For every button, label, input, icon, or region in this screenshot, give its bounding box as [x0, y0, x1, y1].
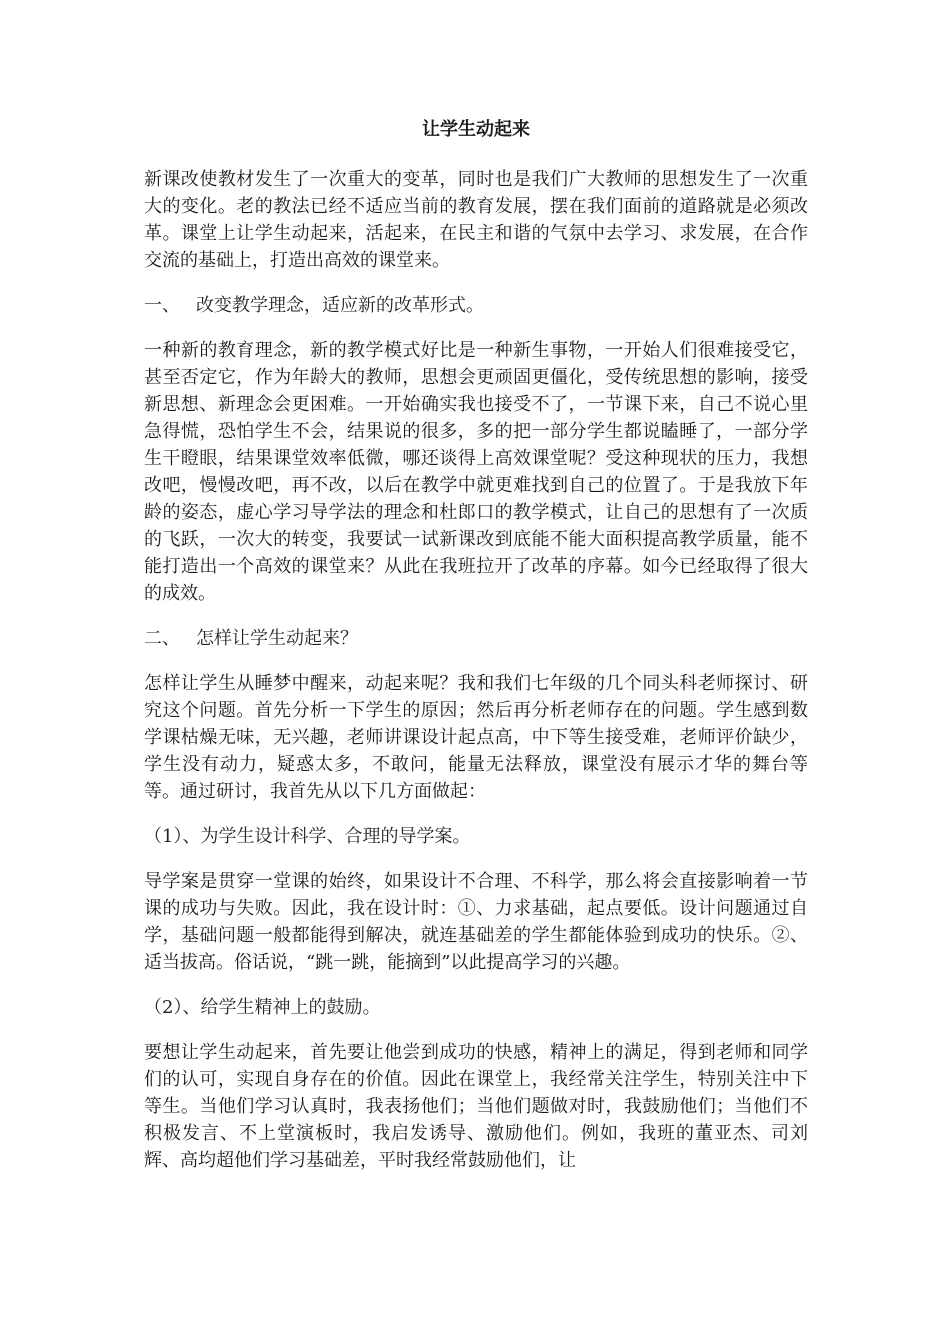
subsection-2-heading: （2）、给学生精神上的鼓励。	[144, 997, 381, 1018]
document-page	[144, 118, 808, 1192]
subsection-2-paragraph: 要想让学生动起来，首先要让他尝到成功的快感，精神上的满足，得到老师和同学们的认可，实现自身存在的价值。因此在课堂上，我经常关注学生，特别关注中下等生。当他们学习认真时，我表扬他们；当他们题做对时，我鼓励他们；当他们不积极发言、不上堂演板时，我启发诱导、激励他们。例如，我班的董亚杰、司刘辉、高均超他们学习基础差，平时我经常鼓励他们，让	[144, 1042, 808, 1171]
section-1-title: 改变教学理念，适应新的改革形式。	[196, 295, 484, 316]
section-1-number: 一、	[144, 295, 180, 316]
section-2-number: 二、	[144, 628, 180, 649]
subsection-1-paragraph: 导学案是贯穿一堂课的始终，如果设计不合理、不科学，那么将会直接影响着一节课的成功与失败。因此，我在设计时：①、力求基础，起点要低。设计问题通过自学，基础问题一般都能得到解决，就连基础差的学生都能体验到成功的快乐。②、适当拔高。俗话说，“跳一跳，能摘到”以此提高学习的兴趣。	[144, 871, 808, 973]
section-1-heading	[144, 292, 808, 319]
section-2-title: 怎样让学生动起来？	[196, 628, 358, 649]
section-1-paragraph: 一种新的教育理念，新的教学模式好比是一种新生事物，一开始人们很难接受它，甚至否定它，作为年龄大的教师，思想会更顽固更僵化，受传统思想的影响，接受新思想、新理念会更困难。一开始确实我也接受不了，一节课下来，自己不说心里急得慌，恐怕学生不会，结果说的很多，多的把一部分学生都说瞌睡了，一部分学生干瞪眼，结果课堂效率低微，哪还谈得上高效课堂呢？受这种现状的压力，我想改吧，慢慢改吧，再不改，以后在教学中就更难找到自己的位置了。于是我放下年龄的姿态，虚心学习导学法的理念和杜郎口的教学模式，让自己的思想有了一次质的飞跃，一次大的转变，我要试一试新课改到底能不能大面积提高教学质量，能不能打造出一个高效的课堂来？从此在我班拉开了改革的序幕。如今已经取得了很大的成效。	[144, 340, 808, 604]
intro-paragraph: 新课改使教材发生了一次重大的变革，同时也是我们广大教师的思想发生了一次重大的变化。老的教法已经不适应当前的教育发展，摆在我们面前的道路就是必须改革。课堂上让学生动起来，活起来，在民主和谐的气氛中去学习、求发展，在合作交流的基础上，打造出高效的课堂来。	[144, 169, 808, 271]
subsection-1-heading: （1）、为学生设计科学、合理的导学案。	[144, 826, 471, 847]
document-title: 让学生动起来	[422, 119, 530, 140]
section-2-paragraph: 怎样让学生从睡梦中醒来，动起来呢？我和我们七年级的几个同头科老师探讨、研究这个问题。首先分析一下学生的原因；然后再分析老师存在的问题。学生感到数学课枯燥无味，无兴趣，老师讲课设计起点高，中下等生接受难，老师评价缺少，学生没有动力，疑惑太多，不敢问，能量无法释放，课堂没有展示才华的舞台等等。通过研讨，我首先从以下几方面做起：	[144, 673, 808, 802]
section-2-heading	[144, 625, 808, 652]
